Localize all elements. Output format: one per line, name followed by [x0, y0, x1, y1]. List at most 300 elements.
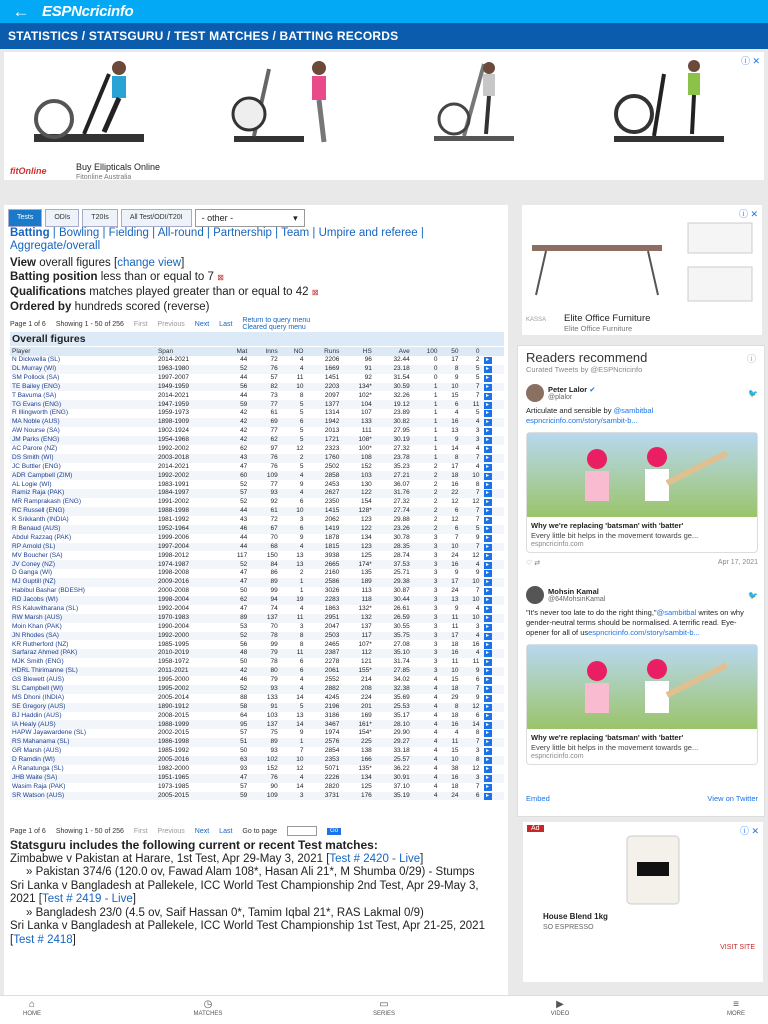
row-action: [482, 400, 505, 409]
row-detail-arrow-icon[interactable]: ▸: [484, 757, 492, 764]
table-cell: 2003-2018: [156, 454, 222, 463]
return-query-link[interactable]: [242, 317, 310, 331]
tweet-1[interactable]: [526, 384, 758, 567]
player-link[interactable]: JV Coney (NZ): [10, 560, 156, 569]
table-cell: 4: [412, 774, 440, 783]
player-link[interactable]: HAPW Jayawardene (SL): [12, 729, 87, 737]
table-cell: 32.38: [374, 685, 412, 694]
table-cell: 93: [249, 685, 279, 694]
table-cell: 13: [280, 560, 306, 569]
player-link[interactable]: HDRL Thirimanne (SL): [10, 667, 156, 676]
link-partnership[interactable]: Partnership: [213, 227, 272, 239]
row-action: [482, 578, 505, 587]
row-detail-arrow-icon[interactable]: ▸: [484, 597, 492, 604]
tweet-2[interactable]: [526, 586, 758, 765]
row-detail-arrow-icon[interactable]: ▸: [484, 642, 492, 649]
column-header[interactable]: 100: [412, 347, 440, 356]
table-cell: 4: [433, 711, 438, 719]
table-cell: 35.69: [393, 693, 410, 701]
site-logo[interactable]: ESPNcricinfo: [42, 3, 134, 20]
row-detail-arrow-icon[interactable]: ▸: [484, 357, 492, 364]
table-cell: 0: [433, 373, 438, 381]
link-batting[interactable]: Batting: [10, 227, 50, 239]
player-link[interactable]: TG Evans (ENG): [10, 400, 156, 409]
player-link[interactable]: DS Smith (WI): [10, 454, 156, 463]
row-detail-arrow-icon[interactable]: ▸: [484, 579, 492, 586]
table-cell: 86: [270, 569, 278, 577]
table-cell: 4: [280, 543, 306, 552]
row-detail-arrow-icon[interactable]: ▸: [484, 730, 492, 737]
row-action: [482, 756, 505, 765]
player-link[interactable]: N Dickwella (SL): [12, 356, 61, 364]
table-cell: 1: [433, 391, 438, 399]
column-header[interactable]: Mat: [222, 347, 250, 356]
row-detail-arrow-icon[interactable]: ▸: [484, 686, 492, 693]
last-link[interactable]: Last: [219, 827, 233, 835]
row-detail-arrow-icon[interactable]: ▸: [484, 553, 492, 560]
row-detail-arrow-icon[interactable]: ▸: [484, 624, 492, 631]
ad-label: Ad: [527, 825, 544, 832]
ad-text[interactable]: [76, 162, 160, 181]
player-link[interactable]: RC Russell (ENG): [10, 507, 156, 516]
table-cell: 80: [249, 667, 279, 676]
player-link[interactable]: D Ramdin (WI): [10, 756, 156, 765]
column-header[interactable]: 0: [461, 347, 482, 356]
player-link[interactable]: SL Campbell (WI): [10, 685, 156, 694]
link-aggregate[interactable]: Aggregate/overall: [10, 240, 101, 252]
row-detail-arrow-icon[interactable]: ▸: [484, 775, 492, 782]
row-detail-arrow-icon[interactable]: ▸: [484, 402, 492, 409]
row-detail-arrow-icon[interactable]: ▸: [484, 784, 492, 791]
tab-odis[interactable]: ODIs: [45, 209, 79, 227]
player-link[interactable]: GS Blewett (AUS): [12, 676, 65, 684]
row-detail-arrow-icon[interactable]: ▸: [484, 704, 492, 711]
table-cell: 9: [299, 480, 304, 488]
row-detail-arrow-icon[interactable]: ▸: [484, 677, 492, 684]
ad-title[interactable]: Elite Office Furniture: [564, 313, 651, 324]
table-row: [10, 409, 504, 418]
table-cell: 109: [249, 471, 279, 480]
nav-series[interactable]: [364, 996, 404, 1024]
recent-test-link[interactable]: Test # 2420 - Live: [329, 852, 421, 865]
table-cell: 154*: [358, 729, 372, 737]
table-cell: 19: [280, 596, 306, 605]
table-cell: 44: [240, 391, 248, 399]
link-card[interactable]: [526, 432, 758, 553]
ad-brand: SO ESPRESSO: [543, 924, 594, 931]
table-cell: 68: [249, 543, 279, 552]
row-detail-arrow-icon[interactable]: ▸: [484, 499, 492, 506]
table-cell: 2278: [324, 658, 340, 666]
player-link[interactable]: MJK Smith (ENG): [12, 658, 64, 666]
row-detail-arrow-icon[interactable]: ▸: [484, 570, 492, 577]
nav-video[interactable]: [540, 996, 580, 1024]
story-link[interactable]: espncricinfo.com/story/sambit-b...: [588, 628, 700, 637]
table-cell: 25.53: [374, 703, 412, 712]
player-link[interactable]: MR Ramprakash (ENG): [12, 498, 81, 506]
table-cell: 3: [299, 622, 304, 630]
other-format-select[interactable]: [195, 209, 305, 227]
player-link[interactable]: D Ganga (WI): [12, 569, 53, 577]
table-cell: 1721: [305, 436, 341, 445]
table-cell: 125: [360, 782, 372, 790]
furniture-ad[interactable]: [522, 205, 762, 335]
table-row: [10, 578, 504, 587]
table-cell: 27.08: [393, 640, 410, 648]
row-action: [482, 640, 505, 649]
row-detail-arrow-icon[interactable]: ▸: [484, 464, 492, 471]
row-detail-arrow-icon[interactable]: ▸: [484, 633, 492, 640]
recent-test-link[interactable]: Test # 2418: [13, 933, 73, 946]
ad-close-icon[interactable]: ⓘ ✕: [739, 826, 759, 836]
table-row: [10, 765, 504, 774]
row-detail-arrow-icon[interactable]: ▸: [484, 366, 492, 373]
avatar[interactable]: [526, 586, 544, 604]
table-cell: 62: [240, 444, 248, 452]
goto-page-label: Go to page: [242, 827, 278, 835]
table-row: [10, 658, 504, 667]
row-detail-arrow-icon[interactable]: ▸: [484, 375, 492, 382]
table-cell: 3: [475, 747, 480, 755]
go-button[interactable]: Go: [327, 828, 341, 835]
widget-subtitle[interactable]: Curated Tweets by @ESPNcricinfo: [526, 365, 643, 374]
table-cell: 15: [451, 676, 459, 684]
player-link[interactable]: MS Dhoni (INDIA): [12, 693, 65, 701]
table-cell: 1995-2000: [157, 676, 190, 684]
column-header[interactable]: Ave: [374, 347, 412, 356]
row-detail-arrow-icon[interactable]: ▸: [484, 615, 492, 622]
table-cell: 118: [341, 596, 373, 605]
table-cell: 2005-2014: [157, 693, 190, 701]
table-cell: 4: [280, 365, 306, 374]
table-cell: 2951: [305, 614, 341, 623]
table-cell: 12: [472, 498, 480, 506]
row-detail-arrow-icon[interactable]: ▸: [484, 766, 492, 773]
ad-close-icon[interactable]: ⓘ ✕: [738, 209, 758, 219]
query-summary: [10, 256, 504, 314]
row-detail-arrow-icon[interactable]: ▸: [484, 384, 492, 391]
player-link[interactable]: R Benaud (AUS): [10, 525, 156, 534]
row-detail-arrow-icon[interactable]: ▸: [484, 739, 492, 746]
row-detail-arrow-icon[interactable]: ▸: [484, 668, 492, 675]
table-cell: 35.23: [393, 462, 410, 470]
table-cell: 44: [222, 507, 250, 516]
table-cell: 61: [249, 507, 279, 516]
player-link[interactable]: AC Parore (NZ): [12, 444, 58, 452]
table-cell: 1: [280, 578, 306, 587]
table-cell: 1: [412, 454, 440, 463]
player-link[interactable]: JM Parks (ENG): [10, 436, 156, 445]
table-row: [10, 463, 504, 472]
ad-product[interactable]: House Blend 1kg: [543, 912, 608, 921]
nav-matches[interactable]: [188, 996, 228, 1024]
goto-page-input[interactable]: [287, 826, 317, 836]
player-link[interactable]: Moin Khan (PAK): [12, 622, 62, 630]
back-arrow-icon[interactable]: ←: [12, 2, 30, 21]
row-detail-arrow-icon[interactable]: ▸: [484, 562, 492, 569]
column-header[interactable]: Runs: [305, 347, 341, 356]
player-link[interactable]: MJ Guptill (NZ): [10, 578, 156, 587]
tweet-body: [526, 406, 758, 426]
table-cell: 25.57: [374, 756, 412, 765]
table-cell: 4: [433, 747, 438, 755]
story-link[interactable]: espncricinfo.com/story/sambit-b...: [526, 416, 638, 425]
link-bowling[interactable]: Bowling: [59, 227, 100, 239]
table-row: [10, 667, 504, 676]
row-detail-arrow-icon[interactable]: ▸: [484, 437, 492, 444]
row-detail-arrow-icon[interactable]: ▸: [484, 588, 492, 595]
player-link[interactable]: IA Healy (AUS): [10, 720, 156, 729]
player-link[interactable]: DL Murray (WI): [10, 365, 156, 374]
table-cell: 1377: [305, 400, 341, 409]
table-cell: 44: [222, 543, 250, 552]
tab-all[interactable]: All Test/ODI/T20I: [121, 209, 192, 227]
player-link[interactable]: Abdul Razzaq (PAK): [12, 533, 72, 541]
table-cell: 10: [461, 614, 482, 623]
row-detail-arrow-icon[interactable]: ▸: [484, 650, 492, 657]
table-cell: 47: [222, 774, 250, 783]
tab-t20is[interactable]: T20Is: [82, 209, 118, 227]
table-cell: 11: [440, 614, 461, 623]
row-detail-arrow-icon[interactable]: ▸: [484, 526, 492, 533]
table-cell: 130: [360, 480, 372, 488]
avatar[interactable]: [526, 384, 544, 402]
showing-count: Showing 1 - 50 of 256: [55, 320, 124, 328]
ad-close-icon[interactable]: ⓘ ✕: [740, 56, 760, 66]
recent-test-link[interactable]: Test # 2419 - Live: [41, 893, 133, 905]
return-query-text[interactable]: Return to query menu: [242, 317, 311, 324]
info-icon[interactable]: ⓘ: [746, 354, 756, 364]
mention-link[interactable]: @sambitbal: [613, 406, 654, 415]
kids-cricket-image: [527, 433, 757, 517]
row-action: [482, 436, 505, 445]
player-link[interactable]: JC Buttler (ENG): [12, 462, 61, 470]
row-detail-arrow-icon[interactable]: ▸: [484, 455, 492, 462]
row-action: [482, 480, 505, 489]
player-link[interactable]: RS Kaluwitharana (SL): [12, 605, 79, 613]
ad-title[interactable]: Buy Ellipticals Online: [76, 162, 161, 172]
table-cell: 1: [412, 436, 440, 445]
row-detail-arrow-icon[interactable]: ▸: [484, 722, 492, 729]
player-link[interactable]: AW Nourse (SA): [12, 427, 60, 435]
player-link[interactable]: MA Noble (AUS): [10, 418, 156, 427]
table-cell: 2387: [305, 649, 341, 658]
player-link[interactable]: JHB Waite (SA): [10, 774, 156, 783]
table-cell: 12: [451, 516, 459, 524]
tweet-actions[interactable]: ♡ ⇄: [526, 560, 541, 567]
next-link[interactable]: Next: [194, 827, 210, 835]
visit-site-button[interactable]: VISIT SITE: [720, 944, 755, 951]
twitter-bird-icon: 🐦: [748, 388, 758, 398]
twitter-bird-icon: 🐦: [748, 590, 758, 600]
player-link[interactable]: R Illingworth (ENG): [12, 409, 68, 417]
nav-home[interactable]: [12, 996, 52, 1024]
table-cell: 57: [222, 489, 250, 498]
column-header[interactable]: Player: [10, 347, 156, 356]
column-header[interactable]: Span: [156, 347, 222, 356]
table-cell: 14: [280, 720, 306, 729]
table-row: [10, 694, 504, 703]
row-detail-arrow-icon[interactable]: ▸: [484, 695, 492, 702]
table-row: [10, 436, 504, 445]
player-link[interactable]: A Ranatunga (SL): [12, 765, 64, 773]
column-header[interactable]: Inns: [249, 347, 279, 356]
table-cell: 3: [461, 436, 482, 445]
player-link[interactable]: SE Gregory (AUS): [10, 703, 156, 712]
last-link[interactable]: Last: [219, 320, 233, 328]
row-action: [482, 694, 505, 703]
table-cell: 8: [461, 756, 482, 765]
row-action: [482, 596, 505, 605]
row-detail-arrow-icon[interactable]: ▸: [484, 713, 492, 720]
player-link[interactable]: JN Rhodes (SA): [10, 632, 156, 641]
table-cell: 48: [222, 649, 250, 658]
player-link[interactable]: KR Rutherford (NZ): [12, 640, 69, 648]
tweet-date[interactable]: Apr 17, 2021: [717, 559, 758, 566]
player-link[interactable]: K Srikkanth (INDIA): [12, 516, 69, 524]
row-detail-arrow-icon[interactable]: ▸: [484, 410, 492, 417]
table-cell: 9: [475, 693, 480, 701]
row-detail-arrow-icon[interactable]: ▸: [484, 517, 492, 524]
embed-link[interactable]: Embed: [526, 794, 550, 803]
table-cell: 17: [451, 356, 459, 364]
row-detail-arrow-icon[interactable]: ▸: [484, 428, 492, 435]
player-link[interactable]: RW Marsh (AUS): [10, 614, 156, 623]
column-header[interactable]: 50: [440, 347, 461, 356]
row-detail-arrow-icon[interactable]: ▸: [484, 482, 492, 489]
elliptical-ad-banner[interactable]: [4, 52, 764, 180]
matches-icon: ◷: [203, 999, 213, 1010]
table-row: [10, 703, 504, 712]
player-link[interactable]: Ramiz Raja (PAK): [10, 489, 156, 498]
row-action: [482, 632, 505, 641]
player-link[interactable]: AL Logie (WI): [12, 480, 52, 488]
link-all-round[interactable]: All-round: [157, 227, 204, 239]
table-cell: 47: [240, 605, 248, 613]
column-header[interactable]: NO: [280, 347, 306, 356]
table-cell: 112: [341, 649, 373, 658]
table-row: [10, 489, 504, 498]
table-cell: 154: [360, 498, 372, 506]
row-detail-arrow-icon[interactable]: ▸: [484, 793, 492, 800]
table-cell: 26.61: [393, 605, 410, 613]
table-cell: 1951-1965: [156, 774, 222, 783]
cleared-query-text[interactable]: Cleared query menu: [242, 324, 306, 331]
row-detail-arrow-icon[interactable]: ▸: [484, 393, 492, 400]
table-cell: 27.85: [374, 667, 412, 676]
player-link[interactable]: Wasim Raja (PAK): [12, 782, 66, 790]
table-cell: 138: [360, 747, 372, 755]
table-cell: 225: [341, 738, 373, 747]
row-detail-arrow-icon[interactable]: ▸: [484, 606, 492, 613]
next-link[interactable]: Next: [194, 320, 210, 328]
mention-link[interactable]: @sambitbal: [656, 608, 697, 617]
table-cell: 132*: [358, 605, 372, 613]
player-link[interactable]: BJ Haddin (AUS): [12, 711, 62, 719]
link-card[interactable]: [526, 644, 758, 765]
table-row: [10, 365, 504, 374]
view-on-twitter-link[interactable]: View on Twitter: [707, 794, 758, 803]
coffee-ad[interactable]: [523, 822, 763, 982]
change-view-link[interactable]: change view: [117, 257, 182, 269]
ad-subtitle: Elite Office Furniture: [564, 324, 633, 333]
table-cell: 4: [412, 720, 440, 729]
player-link[interactable]: TE Bailey (ENG): [10, 383, 156, 392]
player-link[interactable]: RD Jacobs (WI): [10, 596, 156, 605]
row-detail-arrow-icon[interactable]: ▸: [484, 490, 492, 497]
table-cell: 23.26: [374, 525, 412, 534]
row-detail-arrow-icon[interactable]: ▸: [484, 473, 492, 480]
table-row: [10, 543, 504, 552]
player-link[interactable]: Habibul Bashar (BDESH): [12, 587, 85, 595]
nav-more[interactable]: [716, 996, 756, 1024]
table-cell: 77: [249, 400, 279, 409]
table-cell: 4: [280, 471, 306, 480]
table-cell: 79: [270, 676, 278, 684]
table-cell: 4: [299, 605, 304, 613]
table-cell: 62: [222, 596, 250, 605]
row-detail-arrow-icon[interactable]: ▸: [484, 508, 492, 515]
player-link[interactable]: MV Boucher (SA): [12, 551, 63, 559]
row-detail-arrow-icon[interactable]: ▸: [484, 446, 492, 453]
row-detail-arrow-icon[interactable]: ▸: [484, 535, 492, 542]
cabinet-image: [682, 215, 758, 305]
player-link[interactable]: RP Arnold (SL): [10, 543, 156, 552]
remove-filter-icon[interactable]: ⊠: [217, 273, 224, 282]
table-cell: 8: [475, 480, 480, 488]
table-cell: 32.44: [393, 356, 410, 364]
table-cell: 4: [280, 685, 306, 694]
player-link[interactable]: RS Mahanama (SL): [10, 738, 156, 747]
link-team[interactable]: Team: [281, 227, 310, 239]
table-cell: 12: [461, 703, 482, 712]
tab-tests[interactable]: Tests: [8, 209, 42, 227]
table-cell: 11: [440, 738, 461, 747]
row-detail-arrow-icon[interactable]: ▸: [484, 748, 492, 755]
link-fielding[interactable]: Fielding: [108, 227, 149, 239]
table-cell: 76: [249, 454, 279, 463]
table-cell: 35.19: [374, 792, 412, 801]
table-cell: 7: [475, 516, 480, 524]
table-cell: 1985-1992: [157, 747, 190, 755]
table-cell: 91: [341, 365, 373, 374]
table-cell: 137: [360, 622, 372, 630]
remove-filter-icon[interactable]: ⊠: [311, 288, 319, 297]
player-link[interactable]: SR Watson (AUS): [10, 792, 156, 801]
table-cell: 92: [270, 498, 278, 506]
table-cell: 3: [433, 533, 438, 541]
player-link[interactable]: T Bavuma (SA): [12, 391, 57, 399]
link-umpire[interactable]: Umpire and referee: [318, 227, 418, 239]
table-cell: 1878: [324, 533, 340, 541]
player-link[interactable]: Sarfaraz Ahmed (PAK): [10, 649, 156, 658]
table-cell: 1985-1995: [157, 640, 190, 648]
row-detail-arrow-icon[interactable]: ▸: [484, 544, 492, 551]
player-link[interactable]: GR Marsh (AUS): [12, 747, 62, 755]
table-cell: 2097: [324, 391, 340, 399]
table-cell: 12: [472, 765, 480, 773]
column-header[interactable]: HS: [341, 347, 373, 356]
page-indicator: Page 1 of 6: [10, 320, 46, 328]
table-cell: 1314: [324, 409, 340, 417]
table-cell: 13: [296, 551, 304, 559]
player-link[interactable]: SM Pollock (SA): [12, 373, 60, 381]
table-cell: 57: [240, 729, 248, 737]
player-link[interactable]: ADR Campbell (ZIM): [10, 471, 156, 480]
table-cell: 16: [440, 560, 461, 569]
row-detail-arrow-icon[interactable]: ▸: [484, 659, 492, 666]
row-detail-arrow-icon[interactable]: ▸: [484, 419, 492, 426]
